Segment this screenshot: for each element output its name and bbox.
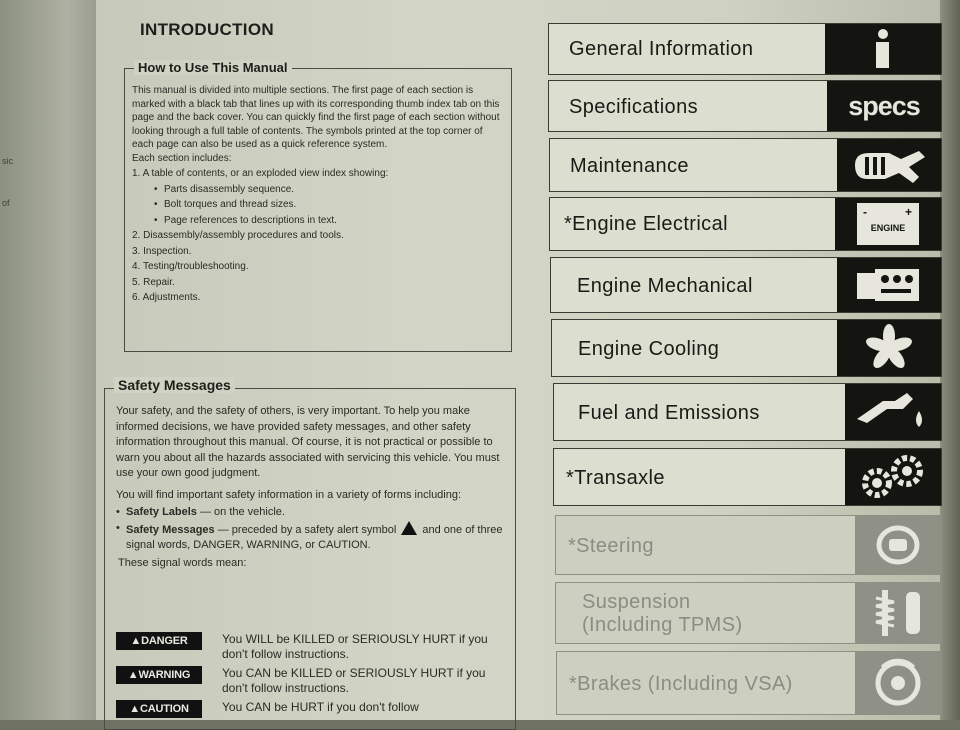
- danger-label: ▲DANGER: [116, 632, 202, 650]
- wrench-hand-icon: [837, 139, 941, 191]
- list-item: 2. Disassembly/assembly procedures and tools.: [132, 230, 344, 241]
- signal-description: You CAN be KILLED or SERIOUSLY HURT if you don't follow instructions.: [222, 666, 486, 695]
- tab-label: General Information: [569, 38, 754, 60]
- safety-bullet: [116, 505, 506, 521]
- list-item: 3. Inspection.: [132, 245, 192, 257]
- list-item: 1. A table of contents, or an exploded view index showing:: [132, 168, 389, 179]
- page-edge-shadow: [940, 0, 960, 720]
- left-page-edge: [0, 0, 96, 720]
- how-to-use-paragraph: This manual is divided into multiple sections. The first page of each section is marked with a black tab that lines up with its corresponding thumb index tab on this page and the back cover. You can quickly find the first page of each section without looking through a full table of contents. The symbols printed at the top corner of each page can also be used as a quick reference system.: [132, 85, 500, 150]
- page-title: INTRODUCTION: [140, 20, 274, 39]
- sub-list-item: • Page references to descriptions in text.: [154, 214, 502, 228]
- safety-bullet-bold: Safety Labels: [126, 506, 197, 518]
- tab-label: Engine Mechanical: [577, 275, 753, 297]
- tab-label-line: Suspension: [582, 591, 691, 613]
- safety-bullet-text: — on the vehicle.: [196, 506, 285, 518]
- specs-icon: [827, 81, 941, 131]
- engine-icon: [837, 258, 941, 312]
- fan-icon: [837, 320, 941, 376]
- fuel-nozzle-icon: [845, 384, 941, 440]
- signal-description: You CAN be HURT if you don't follow: [222, 700, 419, 714]
- tab-steering[interactable]: [555, 515, 942, 575]
- tab-label: Engine Cooling: [578, 338, 720, 360]
- specs-icon-text: specs: [848, 90, 920, 121]
- safety-bullet-bold: Safety Messages: [126, 523, 215, 536]
- signal-description: You WILL be KILLED or SERIOUSLY HURT if you don't follow instructions.: [222, 632, 488, 661]
- battery-icon: [835, 198, 941, 250]
- tab-suspension[interactable]: [555, 582, 942, 644]
- tab-label: *Engine Electrical: [564, 213, 728, 235]
- shock-tire-icon: [855, 583, 941, 643]
- safety-bullet-text: — preceded by a safety alert symbol: [214, 523, 397, 536]
- steering-wheel-icon: [855, 516, 941, 574]
- caution-label: ▲CAUTION: [116, 700, 202, 718]
- list-item: 6. Adjustments.: [132, 292, 201, 303]
- tab-engine-cooling[interactable]: [551, 319, 942, 377]
- tab-specifications[interactable]: [548, 80, 942, 132]
- tab-transaxle[interactable]: [553, 448, 942, 506]
- tab-general-information[interactable]: [548, 23, 942, 75]
- safety-alert-icon: [401, 521, 417, 535]
- safety-messages-heading: Safety Messages: [114, 377, 235, 393]
- tab-engine-mechanical[interactable]: [550, 257, 942, 313]
- tab-label: Fuel and Emissions: [578, 402, 760, 424]
- tab-label: *Transaxle: [566, 467, 665, 489]
- battery-body: - + ENGINE: [857, 203, 919, 245]
- tab-fuel-and-emissions[interactable]: [553, 383, 942, 441]
- safety-paragraph: You will find important safety information in a variety of forms including:: [116, 488, 462, 501]
- list-item: 4. Testing/troubleshooting.: [132, 261, 249, 272]
- list-item: 5. Repair.: [132, 276, 175, 288]
- safety-bullet: [116, 521, 506, 554]
- gears-icon: [845, 449, 941, 505]
- tab-label: Specifications: [569, 96, 698, 118]
- sub-list-item: • Bolt torques and thread sizes.: [154, 198, 502, 212]
- how-to-use-heading: How to Use This Manual: [134, 60, 292, 75]
- warning-label: ▲WARNING: [116, 666, 202, 684]
- tab-label: *Steering: [568, 535, 654, 557]
- sub-list-item: • Parts disassembly sequence.: [154, 183, 502, 197]
- tab-label: Maintenance: [570, 155, 689, 177]
- tab-brakes[interactable]: [556, 651, 942, 715]
- safety-bullet-text: and one of three signal words, DANGER, WARNING, or CAUTION.: [126, 523, 503, 551]
- brake-disc-icon: [855, 652, 941, 714]
- signal-intro: These signal words mean:: [118, 556, 247, 569]
- battery-icon-text: ENGINE: [870, 223, 906, 233]
- tab-engine-electrical[interactable]: [549, 197, 942, 251]
- tab-label-line: (Including TPMS): [582, 614, 743, 636]
- includes-label: Each section includes:: [132, 152, 232, 164]
- info-icon: [825, 24, 941, 74]
- tab-maintenance[interactable]: [549, 138, 942, 192]
- tab-label: *Brakes (Including VSA): [569, 673, 793, 695]
- tab-label: [582, 591, 743, 637]
- safety-messages-text: [116, 404, 506, 577]
- how-to-use-text: [132, 84, 502, 305]
- left-page-text-fragment: of: [2, 198, 10, 208]
- left-page-text-fragment: sic: [2, 156, 13, 166]
- safety-paragraph: Your safety, and the safety of others, is very important. To help you make informed decisions, we have provided safety messages, and other safety information throughout this manual. Of course, it is not practical or possible to warn you about all the hazards associated with servicing this vehicle. You must use your own good judgment.: [116, 405, 500, 479]
